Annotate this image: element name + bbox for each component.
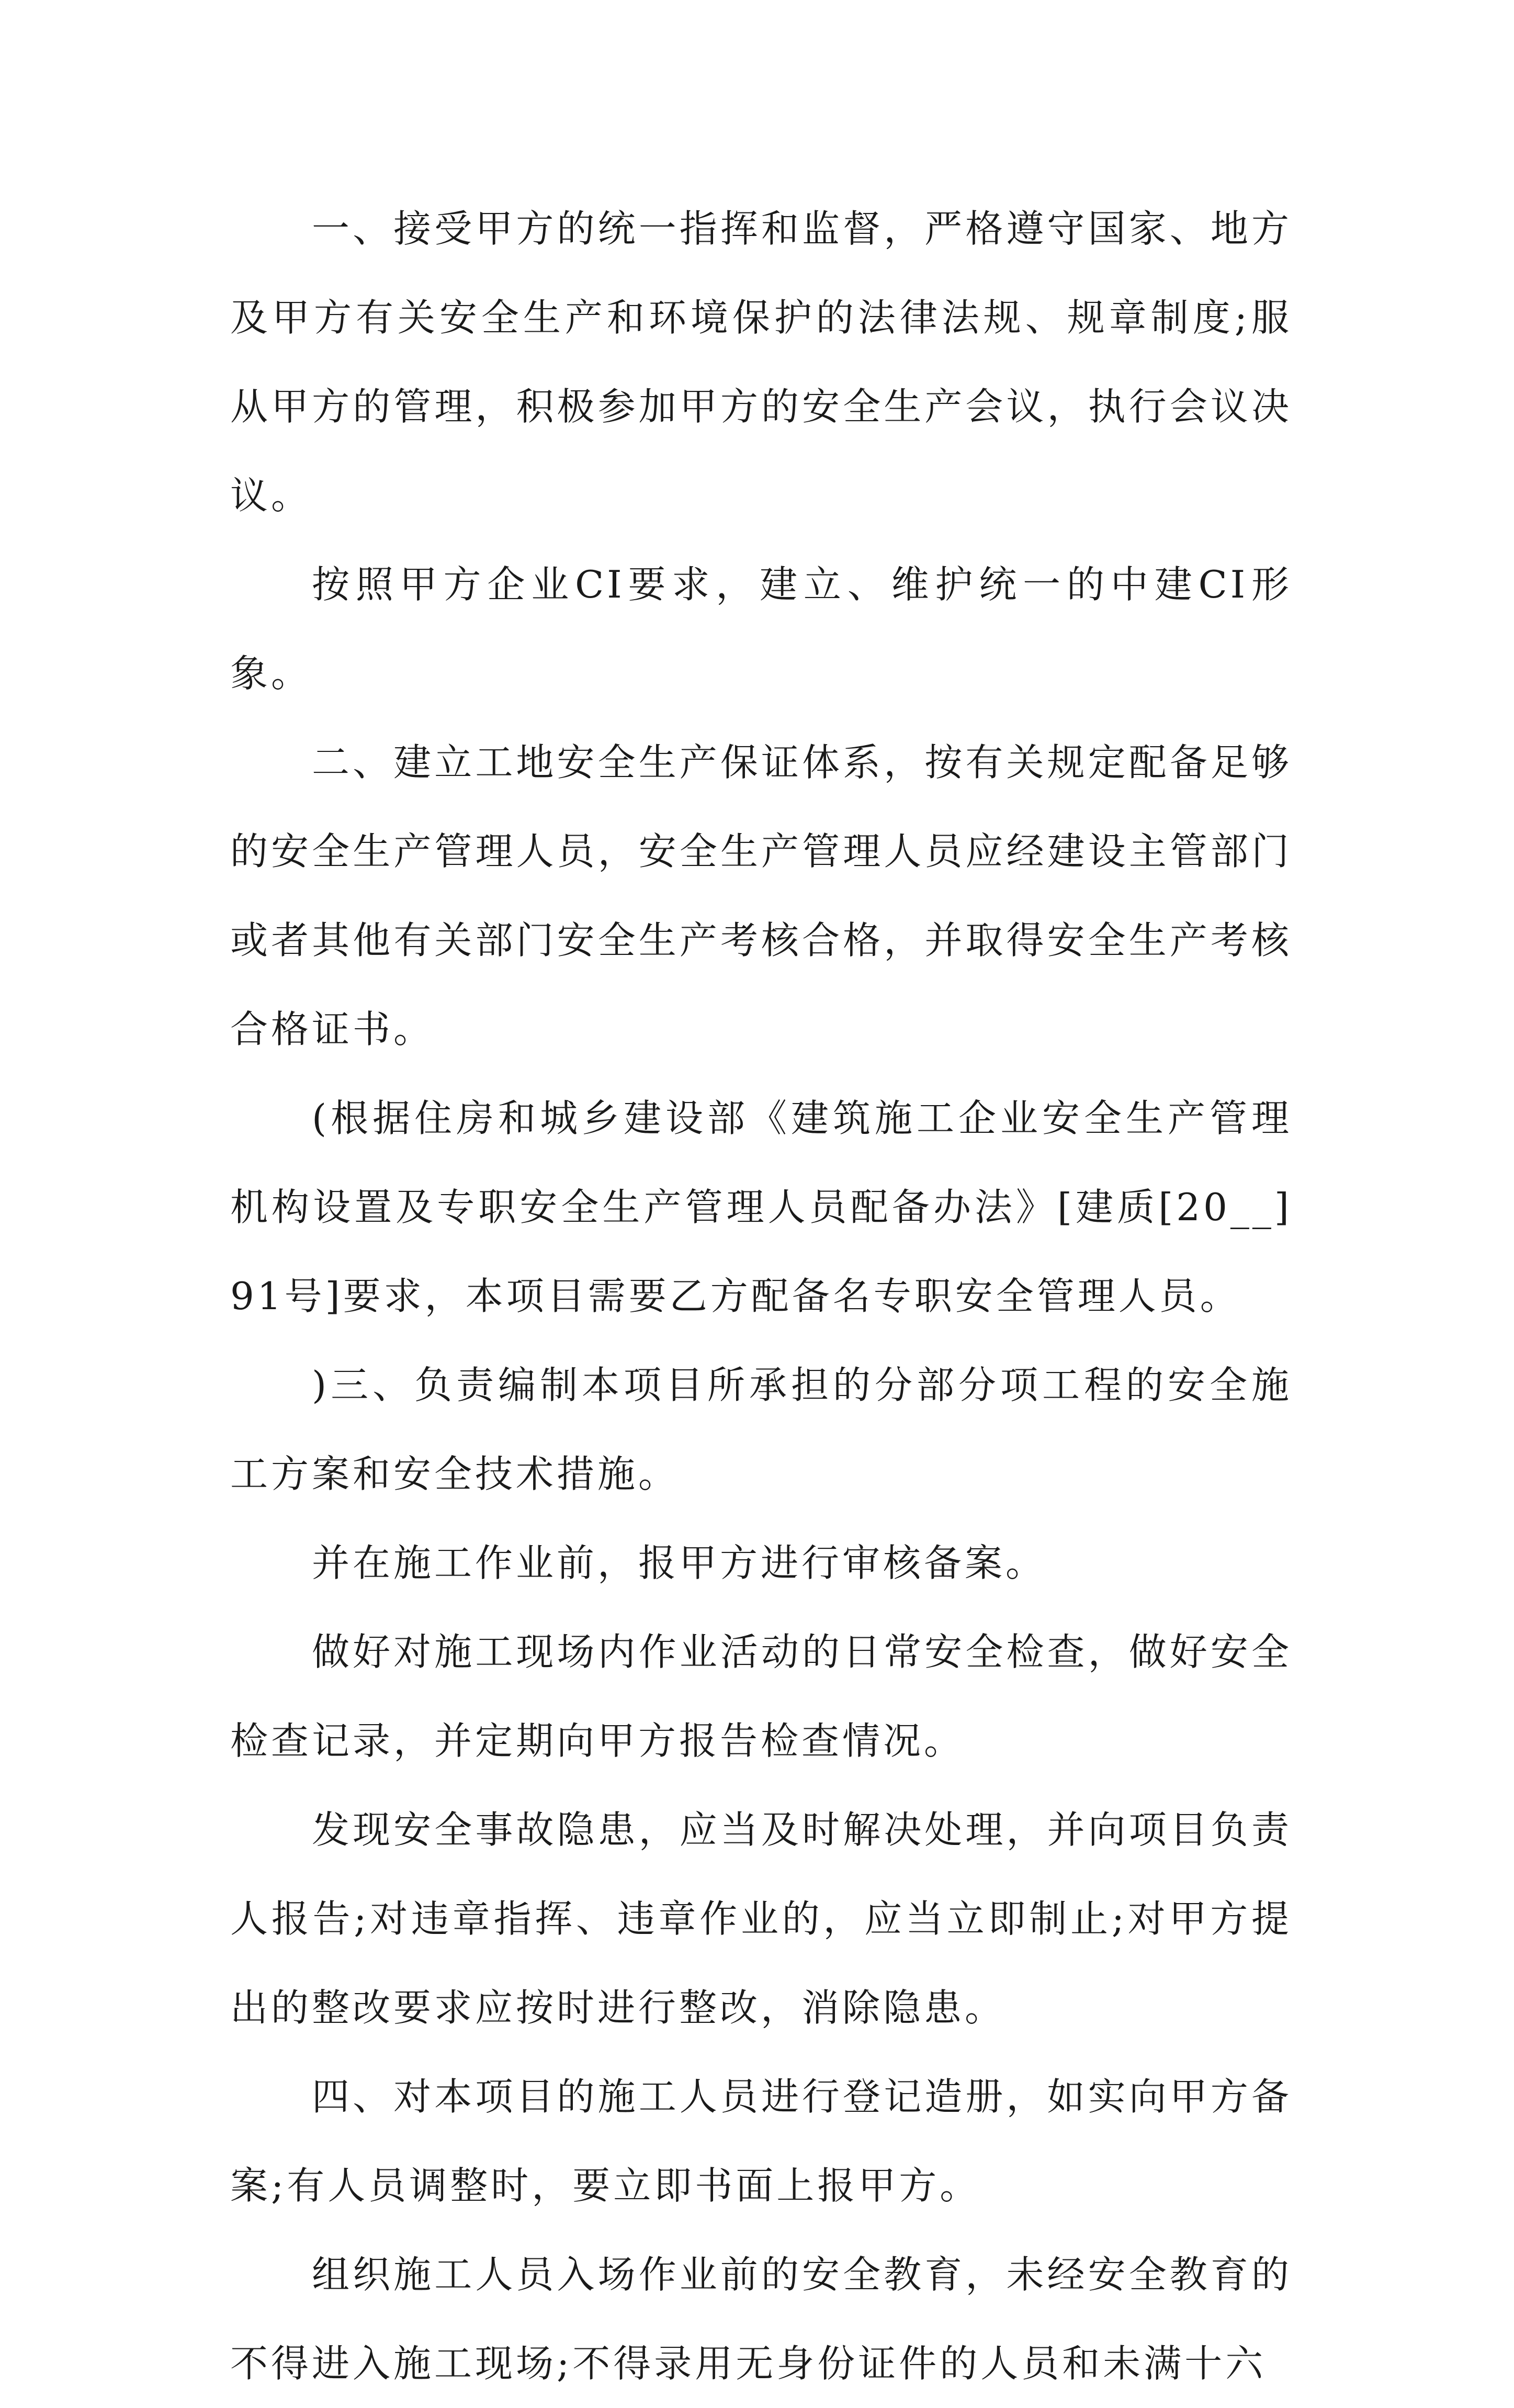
paragraph-6: 并在施工作业前，报甲方进行审核备案。 [312,1541,1047,1585]
paragraph-3: 二、建立工地安全生产保证体系，按有关规定配备足够的安全生产管理人员，安全生产管理人员应经建设主管部门或者其他有关部门安全生产考核合格，并取得安全生产考核合格证书。 [230,740,1292,1051]
paragraph-10: 组织施工人员入场作业前的安全教育，未经安全教育的不得进入施工现场;不得录用无身份证件的人员和未满十六 [230,2253,1292,2386]
paragraph-8: 发现安全事故隐患，应当及时解决处理，并向项目负责人报告;对违章指挥、违章作业的，应当立即制止;对甲方提出的整改要求应按时进行整改，消除隐患。 [230,1808,1292,2030]
paragraph-1: 一、接受甲方的统一指挥和监督，严格遵守国家、地方及甲方有关安全生产和环境保护的法律法规、规章制度;服从甲方的管理，积极参加甲方的安全生产会议，执行会议决议。 [230,207,1292,517]
document-body [230,184,1292,2408]
paragraph-9: 四、对本项目的施工人员进行登记造册，如实向甲方备案;有人员调整时，要立即书面上报甲方。 [230,2075,1292,2208]
paragraph-7: 做好对施工现场内作业活动的日常安全检查，做好安全检查记录，并定期向甲方报告检查情况。 [230,1630,1292,1763]
paragraph-5: )三、负责编制本项目所承担的分部分项工程的安全施工方案和安全技术措施。 [230,1363,1292,1496]
paragraph-2: 按照甲方企业CI要求，建立、维护统一的中建CI形象。 [230,562,1292,695]
paragraph-4: (根据住房和城乡建设部《建筑施工企业安全生产管理机构设置及专职安全生产管理人员配备办法》[建质[20__]91号]要求，本项目需要乙方配备名专职安全管理人员。 [230,1096,1292,1318]
